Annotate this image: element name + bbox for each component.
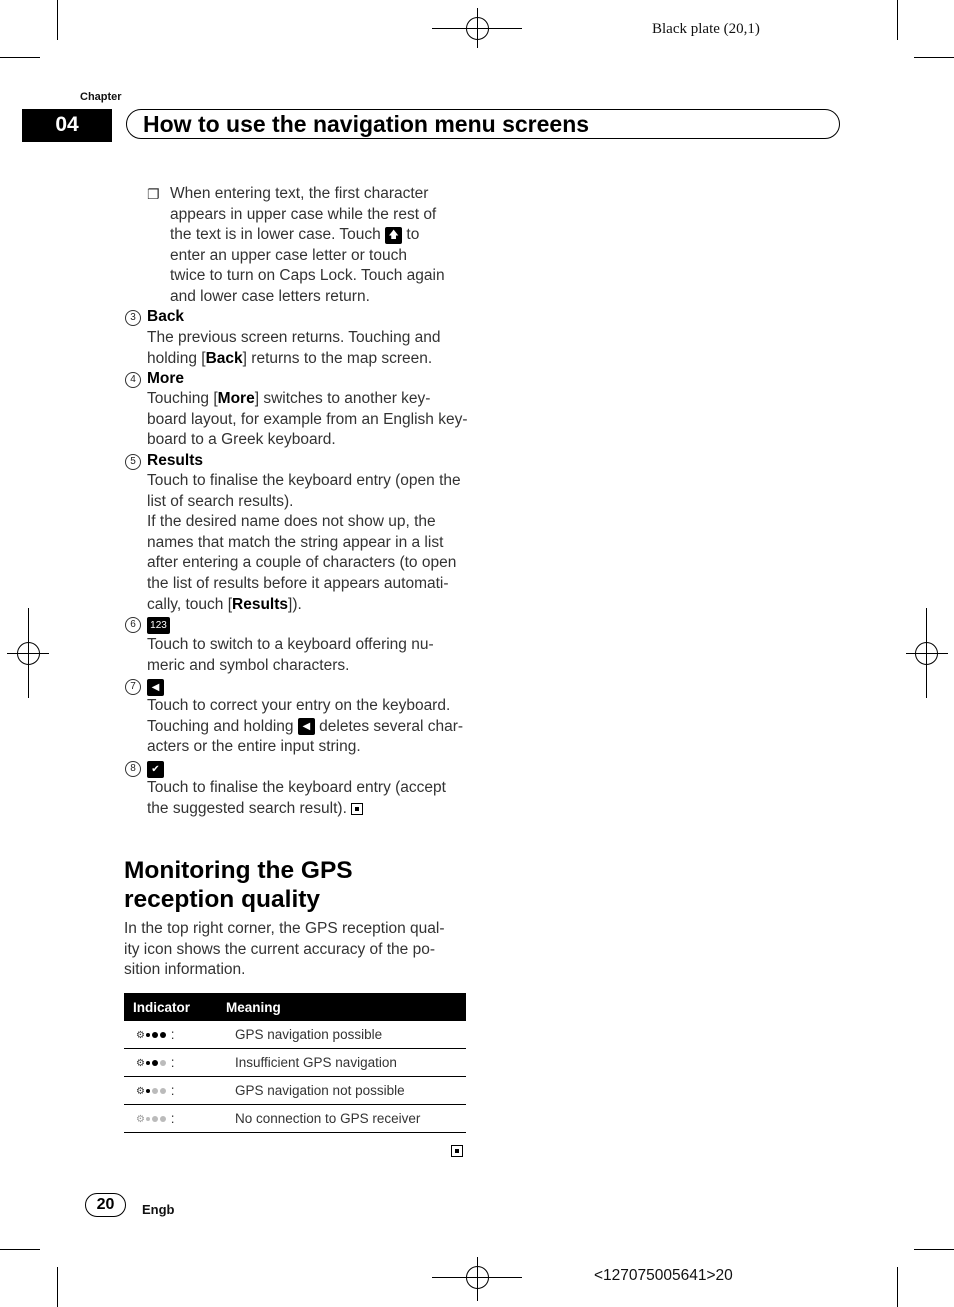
column-header: Indicator bbox=[124, 993, 217, 1021]
item-title-results: Results bbox=[147, 452, 203, 469]
crop-mark bbox=[897, 0, 898, 40]
language-code: Engb bbox=[142, 1202, 175, 1217]
indicator-cell: ⚙ : bbox=[124, 1049, 217, 1077]
item-description: Touch to switch to a keyboard offering nu- meric and symbol characters. bbox=[147, 636, 434, 674]
meaning-cell: GPS navigation not possible bbox=[217, 1077, 466, 1105]
crop-mark bbox=[914, 57, 954, 58]
indicator-cell: ⚙ : bbox=[124, 1077, 217, 1105]
meaning-cell: No connection to GPS receiver bbox=[217, 1105, 466, 1133]
signal-strong-icon: ⚙ bbox=[136, 1027, 167, 1042]
signal-weak-icon: ⚙ bbox=[136, 1083, 167, 1098]
item-number: 7 bbox=[125, 679, 141, 695]
table-row bbox=[124, 1077, 466, 1105]
chapter-number: 04 bbox=[22, 109, 112, 142]
signal-none-icon: ⚙ bbox=[136, 1111, 167, 1126]
note-line: enter an upper case letter or touch bbox=[170, 246, 407, 264]
item-description: Touching [More] switches to another key- board layout, for example from an English key- board to a Greek keyboard. bbox=[147, 390, 468, 449]
item-number: 4 bbox=[125, 372, 141, 388]
document-code: <127075005641>20 bbox=[594, 1267, 733, 1284]
shift-arrow-icon: 🡅 bbox=[385, 227, 402, 244]
table-header bbox=[124, 993, 466, 1021]
page-number: 20 bbox=[85, 1193, 126, 1217]
item-number: 6 bbox=[125, 617, 141, 633]
chapter-title: How to use the navigation menu screens bbox=[126, 109, 840, 139]
note-line: and lower case letters return. bbox=[170, 287, 370, 305]
item-description: Touch to correct your entry on the keyboard. Touching and holding ◀ deletes several char- acters or the entire input string. bbox=[147, 697, 464, 756]
end-of-section-icon bbox=[351, 803, 363, 815]
meaning-cell: GPS navigation possible bbox=[217, 1021, 466, 1049]
item-description: The previous screen returns. Touching and holding [Back] returns to the map screen. bbox=[147, 329, 441, 367]
note-line: appears in upper case while the rest of bbox=[170, 205, 437, 223]
item-description: Touch to finalise the keyboard entry (open the list of search results). If the desired name does not show up, the names that match the string appear in a list after entering a couple of characters (to open the list of results before it appears automati- cally, touch [Results]). bbox=[147, 472, 461, 613]
chapter-label: Chapter bbox=[80, 91, 122, 103]
note-bullet: ❐ bbox=[147, 186, 160, 202]
item-title-back: Back bbox=[147, 308, 185, 325]
backspace-icon: ◀ bbox=[298, 718, 315, 735]
crop-mark bbox=[57, 1267, 58, 1307]
column-header: Meaning bbox=[217, 993, 466, 1021]
note-line: the text is in lower case. Touch 🡅 to bbox=[170, 226, 420, 244]
crop-mark bbox=[0, 57, 40, 58]
item-number: 8 bbox=[125, 761, 141, 777]
registration-circle bbox=[17, 642, 40, 665]
item-number: 3 bbox=[125, 310, 141, 326]
gps-indicator-table bbox=[124, 993, 466, 1133]
numeric-keyboard-icon: 123 bbox=[147, 617, 170, 634]
section-intro: In the top right corner, the GPS reception qual- ity icon shows the current accuracy of the po- sition information. bbox=[124, 920, 445, 979]
crop-mark bbox=[57, 0, 58, 40]
meaning-cell: Insufficient GPS navigation bbox=[217, 1049, 466, 1077]
crop-mark bbox=[0, 1249, 40, 1250]
item-description: Touch to finalise the keyboard entry (accept the suggested search result). bbox=[147, 779, 446, 817]
table-row bbox=[124, 1105, 466, 1133]
registration-circle bbox=[915, 642, 938, 665]
note-paragraph bbox=[170, 184, 470, 308]
item-title-more: More bbox=[147, 370, 185, 387]
end-of-section-icon bbox=[451, 1145, 463, 1157]
checkmark-icon: ✔ bbox=[147, 761, 164, 778]
item-number: 5 bbox=[125, 454, 141, 470]
crop-mark bbox=[897, 1267, 898, 1307]
registration-circle bbox=[466, 17, 489, 40]
crop-mark bbox=[914, 1249, 954, 1250]
indicator-cell: ⚙ : bbox=[124, 1021, 217, 1049]
note-line: When entering text, the first character bbox=[170, 185, 429, 202]
backspace-icon: ◀ bbox=[147, 679, 164, 696]
note-line: twice to turn on Caps Lock. Touch again bbox=[170, 267, 445, 285]
section-title: Monitoring the GPS reception quality bbox=[124, 857, 353, 913]
signal-medium-icon: ⚙ bbox=[136, 1055, 167, 1070]
indicator-cell: ⚙ : bbox=[124, 1105, 217, 1133]
table-row bbox=[124, 1021, 466, 1049]
plate-label: Black plate (20,1) bbox=[652, 21, 760, 37]
table-row bbox=[124, 1049, 466, 1077]
registration-circle bbox=[466, 1266, 489, 1289]
